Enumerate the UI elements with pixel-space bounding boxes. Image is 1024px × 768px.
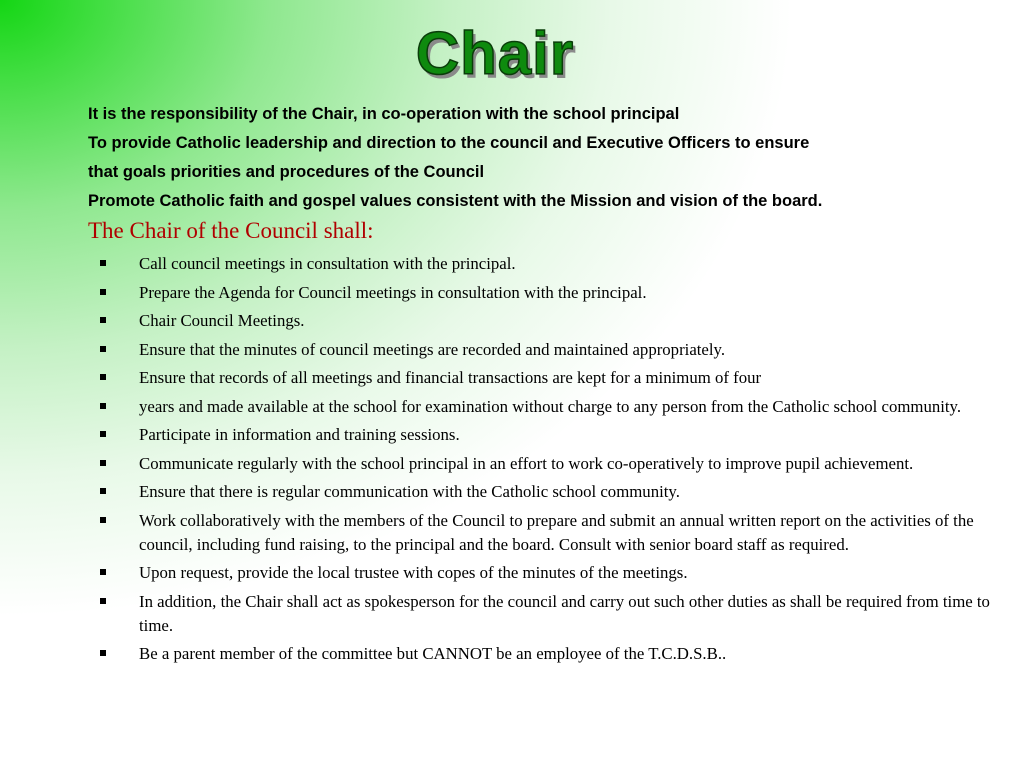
list-item [100,366,1000,390]
intro-block [88,100,998,216]
list-item-text: Participate in information and training sessions. [139,425,460,444]
list-item-text: Chair Council Meetings. [139,311,305,330]
square-bullet-icon [100,598,106,604]
list-item-text: Upon request, provide the local trustee with copes of the minutes of the meetings. [139,563,688,582]
list-item-text: Work collaboratively with the members of the Council to prepare and submit an annual written report on the activities of the council, including fund raising, to the principal and the board. Consult with senior board staff as required. [139,510,974,554]
list-item [100,395,1000,419]
list-item [100,561,1000,585]
square-bullet-icon [100,650,106,656]
list-item [100,252,1000,276]
square-bullet-icon [100,488,106,494]
square-bullet-icon [100,403,106,409]
square-bullet-icon [100,346,106,352]
slide-title: Chair [415,20,575,87]
square-bullet-icon [100,431,106,437]
list-item [100,309,1000,333]
list-item [100,509,1000,557]
duties-list [100,252,1000,671]
list-item-text: Be a parent member of the committee but CANNOT be an employee of the T.C.D.S.B.. [139,644,727,663]
intro-line: To provide Catholic leadership and direction to the council and Executive Officers to ensure [88,134,810,152]
list-item-text: In addition, the Chair shall act as spokesperson for the council and carry out such other duties as shall be required from time to time. [139,591,990,635]
square-bullet-icon [100,569,106,575]
square-bullet-icon [100,374,106,380]
list-item-text: Communicate regularly with the school principal in an effort to work co-operatively to improve pupil achievement. [139,453,914,473]
list-item [100,281,1000,305]
section-heading: The Chair of the Council shall: [88,218,374,243]
list-item [100,642,1000,666]
square-bullet-icon [100,260,106,266]
list-item [100,423,1000,447]
list-item [100,452,1000,476]
list-item-text: Call council meetings in consultation with the principal. [139,254,516,273]
intro-line: Promote Catholic faith and gospel values consistent with the Mission and vision of the board. [88,192,823,210]
square-bullet-icon [100,289,106,295]
square-bullet-icon [100,517,106,523]
list-item-text: Prepare the Agenda for Council meetings in consultation with the principal. [139,282,647,302]
intro-line: that goals priorities and procedures of the Council [88,163,485,181]
list-item-text: Ensure that there is regular communication with the Catholic school community. [139,482,680,501]
list-item-text: Ensure that records of all meetings and financial transactions are kept for a minimum of four [139,368,762,387]
list-item [100,590,1000,638]
square-bullet-icon [100,460,106,466]
intro-line: It is the responsibility of the Chair, in co-operation with the school principal [88,105,680,123]
list-item-text: years and made available at the school for examination without charge to any person from the Catholic school community. [139,396,962,416]
list-item [100,338,1000,362]
list-item-text: Ensure that the minutes of council meetings are recorded and maintained appropriately. [139,339,726,359]
list-item [100,480,1000,504]
square-bullet-icon [100,317,106,323]
